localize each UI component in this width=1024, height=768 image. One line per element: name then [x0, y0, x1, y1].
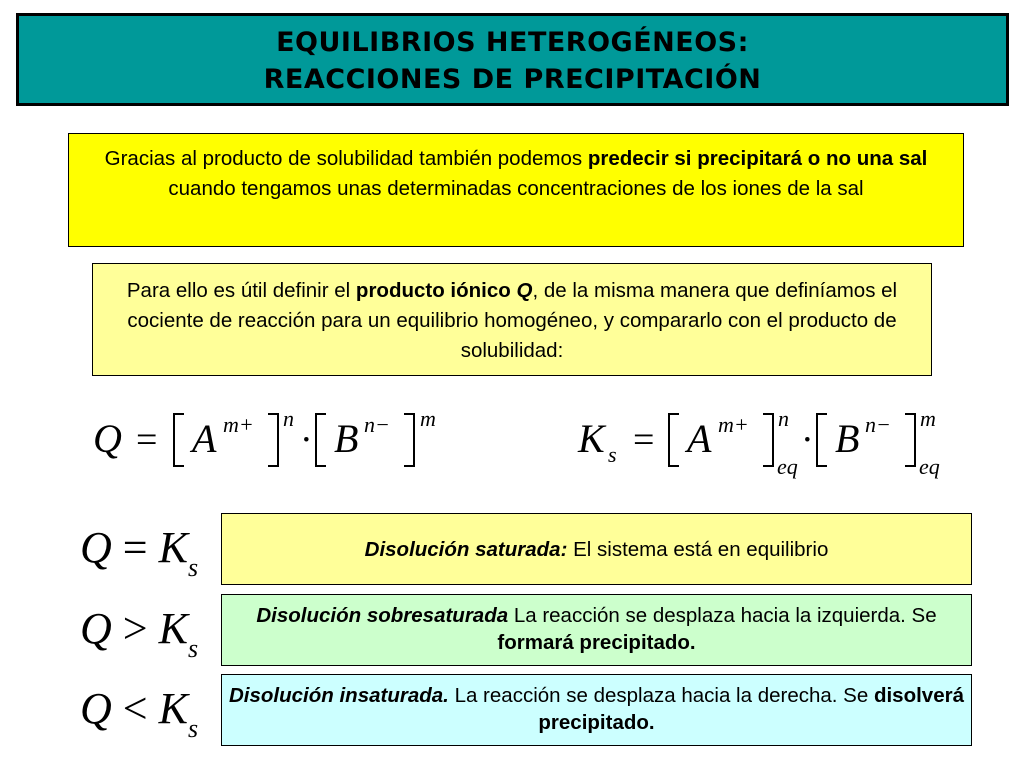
condition-saturated-math: $Q = K_s$ [80, 523, 199, 582]
saturated-box [221, 513, 972, 585]
formula-eq-sub-1: eq [777, 454, 798, 479]
formula-a-charge: m+ [223, 412, 254, 437]
supersaturated-bold: formará precipitado. [497, 631, 696, 654]
bracket-open-3 [669, 414, 679, 466]
formula-a-charge-2: m+ [718, 412, 749, 437]
op-equal: = [122, 523, 148, 572]
ionic-line-1 [127, 279, 770, 302]
intro-text-1: Gracias al producto de solubilidad también podemos [104, 147, 588, 170]
title-line-2: REACCIONES DE PRECIPITACIÓN [263, 64, 762, 95]
intro-line-3: iones de la sal [732, 177, 864, 200]
formula-b-charge-2: n− [865, 412, 891, 437]
formula-dot-2: · [801, 419, 814, 461]
formula-a-2: A [687, 416, 712, 461]
formula-k-sub: s [608, 442, 617, 467]
op-less: < [122, 684, 148, 733]
bracket-close-4 [905, 414, 915, 466]
saturated-text: El sistema está en equilibrio [567, 538, 829, 561]
intro-line-1 [105, 147, 802, 170]
bracket-close-2 [404, 414, 414, 466]
formula-equals: = [136, 419, 158, 461]
ionic-text-1: Para ello es útil definir el [126, 279, 356, 302]
formula-k: K [578, 416, 605, 461]
formula-exp-n-2: n [778, 406, 789, 431]
ionic-q: Q [516, 279, 533, 302]
intro-bold-1: predecir si precipitará [587, 147, 803, 170]
slide-title [16, 13, 1009, 106]
formula-equals-2: = [633, 419, 655, 461]
formula-solubility-product [575, 400, 955, 485]
condition-unsaturated-math: $Q < K_s$ [80, 684, 199, 743]
bracket-open-4 [817, 414, 827, 466]
formula-ionic-product [88, 400, 458, 480]
intro-text-2: cuando tengamos unas determinadas concentraciones de los [168, 177, 727, 200]
formula-b: B [334, 416, 359, 461]
unsaturated-box [221, 674, 972, 746]
ionic-line-2: definíamos el cociente de reacción para un equilibrio homogéneo, y [127, 279, 898, 332]
bracket-open-1 [174, 414, 184, 466]
condition-supersaturated-math: $Q > K_s$ [80, 604, 199, 663]
formula-exp-m-2: m [920, 406, 936, 431]
op-greater: > [122, 604, 148, 653]
bracket-close-1 [268, 414, 278, 466]
formula-b-2: B [835, 416, 860, 461]
bracket-close-3 [763, 414, 773, 466]
unsaturated-text: La reacción se desplaza hacia la derecha. Se [454, 684, 874, 707]
supersaturated-heading: Disolución sobresaturada [256, 604, 509, 627]
formula-b-charge: n− [364, 412, 390, 437]
formula-exp-m: m [420, 406, 436, 431]
formula-dot: · [300, 419, 313, 461]
formula-a: A [192, 416, 217, 461]
ionic-line-3: compararlo con el producto de solubilidad: [460, 309, 897, 362]
formula-q: Q [93, 416, 122, 461]
ionic-product-box [92, 263, 932, 376]
intro-box [68, 133, 964, 247]
formula-exp-n: n [283, 406, 294, 431]
unsaturated-line [455, 684, 964, 734]
ionic-bold: producto iónico [355, 279, 517, 302]
title-line-1: EQUILIBRIOS HETEROGÉNEOS: [276, 27, 749, 58]
formula-eq-sub-2: eq [919, 454, 940, 479]
saturated-heading: Disolución saturada: [364, 538, 568, 561]
unsaturated-bold: disolverá precipitado. [538, 684, 964, 734]
supersaturated-box [221, 594, 972, 666]
intro-bold-2: o no una sal [807, 147, 928, 170]
ionic-text-2: , de la misma manera que [532, 279, 770, 302]
supersaturated-line [497, 604, 936, 654]
unsaturated-heading: Disolución insaturada. [229, 684, 449, 707]
bracket-open-2 [316, 414, 326, 466]
supersaturated-text: La reacción se desplaza hacia la izquierda. Se [513, 604, 937, 627]
